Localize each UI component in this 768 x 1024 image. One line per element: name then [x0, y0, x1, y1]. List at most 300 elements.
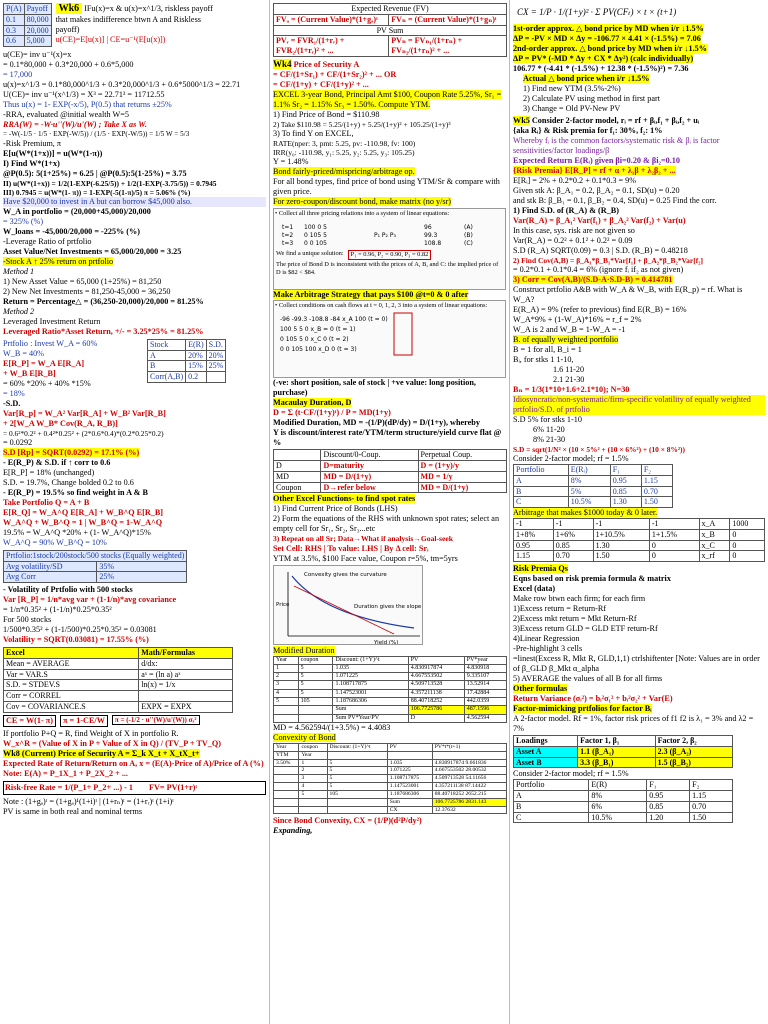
text-line: = CF/(1+y) + CF/(1+y)² + ... [273, 79, 369, 89]
md-cell: 4.562594 [464, 714, 506, 722]
text-line: (-ve: short position, sale of stock | +ve value: long position, purchase) [273, 378, 476, 398]
text-line: Take Portfolio Q = A + B [3, 497, 90, 507]
conv-cell: 3 [299, 775, 327, 783]
text-line: E[Rᵢ] = 2% + 0.2*0.2 + 0.1*0.3 = 9% [513, 175, 637, 185]
text-line: W_A*9% + (1-W_A)*16% = r_f = 2% [513, 315, 642, 325]
text-line: Prtfolio : Invest W_A = 60% [3, 338, 98, 348]
md-cell: 4.830918 [464, 664, 506, 672]
figure-text: We find a unique solution: [276, 250, 344, 258]
text-line: 1st-order approx. △ bond price by MD when i/r ↓1.5% [513, 23, 704, 33]
figure-text: The price of Bond D is inconsistent with the prices of A, B, and C: the implied price of D is $82 < $84. [276, 260, 499, 276]
conv-cell: 5 [327, 783, 387, 791]
text-line: Price of Security A [293, 59, 360, 69]
text-line: W_A is 2 and W_B = 1-W_A = -1 [513, 325, 626, 335]
md-cell: Sum PV*Year/PV [333, 714, 408, 722]
section-title: Modified Duration [273, 645, 335, 655]
text-line: Construct prtfolio A&B with W_A & W_B, with E(R_p) = rf. What is W_A? [513, 285, 743, 305]
text-line: For zero-coupon/discount bond, make matrix (no y/sr) [273, 197, 452, 207]
text-line: ΔP = -PV × MD × Δy = -106.77 × 4.41 × (-1.5%) = 7.06 [513, 33, 701, 43]
conv-cell: 4 [299, 783, 327, 791]
svg-text:100 0 5: 100 0 5 [304, 224, 327, 232]
column-1 [0, 0, 270, 1024]
conv-cell: 106.7725786 2831.143 [432, 798, 506, 806]
text-line: W_A^Q + W_B^Q = 1 | W_B^Q = 1-W_A^Q [3, 517, 163, 527]
portfolio-table-1 [513, 464, 673, 508]
conv-cell [299, 806, 327, 814]
md-result: MD = 4.562594/(1+3.5%) = 4.4083 [273, 723, 391, 733]
loadings-cell: Asset B [514, 757, 578, 768]
text-line: 3) Repeat on all Sr; Data→What if analysis→Goal-seek [273, 534, 453, 544]
text-line: Idiosyncratic/non-systematic/firm-specific volatility of equally weighted prtfolio/S.D. of prtfolio [513, 395, 765, 415]
conv-cell [432, 751, 506, 759]
text-line: Y = 1.48% [273, 157, 309, 167]
conv-cell: 1 [299, 759, 327, 767]
text-line: = 17,000 [3, 70, 33, 79]
text-line: 1) Find Price of Bond = $110.98 [273, 109, 380, 119]
text-line: 2) Take $110.98 = 5.25/(1+y) + 5.25/(1+y)² + 105.25/(1+y)³ [273, 119, 451, 129]
port-cell: A [514, 791, 589, 802]
payoff-cell: 0.1 [4, 14, 25, 25]
conv-cell [327, 751, 387, 759]
svg-text:96: 96 [424, 224, 432, 232]
payoff-cell: 0.3 [4, 25, 25, 36]
portfolio-table-2 [513, 779, 733, 823]
text-line: -Risk Premium, π [3, 138, 62, 148]
svg-text:(C): (C) [464, 240, 473, 248]
text-line: = 60% *20% + 40% *15% [3, 378, 91, 388]
text-line: 2) Calculate PV using method in first part [523, 93, 660, 103]
port-cell: 0.95 [610, 475, 641, 486]
stock-table [147, 339, 226, 383]
md-cell: 4.830917874 [408, 664, 464, 672]
conv-cell [299, 798, 327, 806]
formula-line: Modified Duration, MD = -(1/P)(dP/dy) = D/(1+y), whereby [273, 418, 480, 428]
port-cell: 1.50 [690, 812, 733, 823]
md-cell [298, 706, 333, 714]
text-line: Make row btwn each firm; for each firm [513, 594, 646, 604]
text-line: B. of equally weighted portfolio [513, 335, 619, 345]
md-table [273, 656, 507, 724]
excel-cell: S.D. = STDEV.S [4, 680, 139, 691]
convexity-table [273, 743, 507, 814]
stock-header: E(R) [186, 339, 207, 350]
text-line: 4)Linear Regression [513, 634, 580, 644]
pv-cell: PVᵣ = FVR₁/(1+rᵣ) + FVR₂/(1+rᵣ)² + ... [274, 36, 389, 57]
text-line: + W_B E[R_B] [3, 368, 56, 378]
text-line: = 0.6²*0.2² + 0.4²*0.25² + (2*0.6*0.4)*(0.2*0.25*0.2) [3, 428, 164, 438]
duration-cell: MD [274, 471, 321, 482]
md-cell: 106.7725786 [408, 706, 464, 714]
arb-cell: x_C [699, 540, 730, 551]
excel-cell: d/dx: [139, 658, 233, 669]
md-cell: 2 [274, 673, 299, 681]
text-line: Consider 2-factor model, rᵢ = rf + βᵢ,f₁ + βᵢ,f₂ + uᵢ [531, 115, 700, 125]
text-line: Eqns based on risk premia formula & matrix [513, 574, 671, 584]
payoff-cell: 80,000 [24, 14, 51, 25]
arb-cell: 1.50 [593, 551, 649, 562]
port-cell: 1.15 [690, 791, 733, 802]
conv-cell: 5 [327, 759, 387, 767]
stock-cell: B [148, 361, 186, 372]
arb-cell: 0 [649, 551, 699, 562]
text-line: Return = Percentage△ = (36,250-20,000)/20,000 = 81.25% [3, 296, 204, 306]
text-line: Macaulay Duration, D [273, 398, 352, 408]
conv-cell [274, 790, 299, 798]
text-line: Note : (1+gₐ)ᵗ = (1+gₐ)¹(1+i)ᵗ | (1+rₙ)ᵗ = (1+rᵣ)ᵗ (1+i)ᵗ [3, 796, 174, 806]
port-cell: 10.5% [589, 812, 647, 823]
conv-cell: 2 [299, 767, 327, 775]
arb-cell: 0.70 [553, 551, 593, 562]
conv-cell: 1.035 [387, 759, 432, 767]
svg-text:P₁ P₂ P₃: P₁ P₂ P₃ [374, 232, 396, 240]
duration-cell: D→refer below [321, 482, 418, 493]
md-cell: 1.071225 [333, 673, 408, 681]
md-cell: 1.187686306 [333, 698, 408, 706]
conv-header: PV*t*(t+1) [432, 744, 506, 752]
port-cell: 1.30 [610, 497, 641, 508]
text-line: W_A in portfolio = (20,000+45,000)/20,000 [3, 206, 151, 216]
duration-header [274, 450, 321, 461]
port-cell: 10.5% [568, 497, 610, 508]
port-cell: C [514, 497, 569, 508]
conv-cell: 12.37632 [432, 806, 506, 814]
svg-text:99.3: 99.3 [424, 232, 438, 240]
text-line: 1) New Asset Value = 65,000 (1+25%) = 81,250 [3, 276, 162, 286]
port-cell: B [514, 486, 569, 497]
md-cell [274, 714, 299, 722]
equal-weight-cell: 35% [97, 561, 187, 572]
excel-cell: ln(x) = 1/x [139, 680, 233, 691]
conv-header: Year [274, 744, 299, 752]
text-line: 8% 21-30 [533, 435, 566, 445]
port-header: E(Rᵢ) [568, 465, 610, 476]
excel-cell: Mean = AVERAGE [4, 658, 139, 669]
stock-header: Stock [148, 339, 186, 350]
portfolio-intro [3, 339, 143, 409]
loadings-header: Factor 1, β₁ [578, 736, 655, 747]
svg-text:0 0 105: 0 0 105 [304, 240, 327, 248]
loadings-header: Loadings [514, 736, 578, 747]
text-line: = 0.0292 [3, 437, 33, 447]
text-line: -Leverage Ratio of prtfolio [3, 236, 92, 246]
text-line: u(CE)= inv u⁻¹(x)=x [3, 50, 72, 59]
text-line: W_B = 40% [3, 348, 45, 358]
text-line: -S.D. [3, 398, 21, 408]
md-cell: 17.42884 [464, 689, 506, 697]
conv-cell: 5 [327, 775, 387, 783]
solution-row [274, 250, 505, 260]
text-line: Bᵢ, for stks 1 1-10, [513, 355, 574, 365]
conv-cell [327, 806, 387, 814]
text-line: Var(R_A) = β_A₁² Var(f₁) + β_A₂² Var(f₂) + Var(u) [513, 215, 686, 225]
ce-formula: CE = W(1- π) [3, 715, 56, 727]
port-cell: 1.50 [641, 497, 672, 508]
ce-definition: u(CE)=E[u(x)] | CE=u⁻¹(E[u(x)]) [55, 35, 166, 45]
wk6-block [56, 3, 226, 45]
md-cell: 4.509713528 [408, 681, 464, 689]
port-cell: 6% [589, 801, 647, 812]
text-line: u(x)=x^1/3 = 0.1*80,000^1/3 + 0.3*20,000^1/3 + 0.6*5000^1/3 = 22.71 [3, 80, 241, 89]
ev-title: Expected Revenue (FV) [274, 4, 507, 15]
text-line: {aka Rᵢ} & Risk premia for f₁: 30%, f₂: 1% [513, 125, 663, 135]
fv-formula: FV= PV(1+r)ᵗ [149, 782, 198, 792]
stock-header: S.D. [206, 339, 226, 350]
expected-revenue-table [273, 3, 507, 57]
conv-header: coupon [299, 744, 327, 752]
port-cell: 1.15 [641, 475, 672, 486]
text-line: = 325% (%) [3, 216, 44, 226]
week-tag: Wk5 [513, 115, 530, 125]
loadings-cell: 1.1 (β_A₁) [578, 746, 655, 757]
port-cell: 0.70 [690, 801, 733, 812]
loadings-table [513, 735, 733, 768]
text-line: Asset Value/Net Investments = 65,000/20,000 = 3.25 [3, 246, 182, 256]
duration-cell: Coupon [274, 482, 321, 493]
port-header: F₂ [641, 465, 672, 476]
conv-cell: 4.357211138 87.14422 [432, 783, 506, 791]
text-line: =linest(Excess R, Mkt R, GLD,1,1) ctrlshiftenter [Note: Values are in order of β_GLD β_Mkt α_alpha [513, 654, 760, 674]
chart-title: Convexity gives the curvature [304, 571, 387, 578]
port-cell: B [514, 801, 589, 812]
conv-cell [387, 751, 432, 759]
text-line: 2) Find Cov(A,B) = β_A₁*β_B₁*Var[f₁] + β_A₂*β_B₂*Var[f₂] [513, 255, 703, 265]
stock-cell: 15% [186, 361, 207, 372]
text-line: - E(R_P) = 19.5% so find weight in A & B [3, 487, 148, 497]
text-line: YTM at 3.5%, $100 Face value, Coupon r=5%, tm=5yrs [273, 553, 458, 563]
price-yield-curve [292, 576, 414, 628]
text-line: Y is discount/interest rate/YTM/term structure/yield curve flat @ % [273, 428, 502, 448]
riskfree-formula: Risk-free Rate = 1/(P_1+ P_2+ ...) - 1 [5, 782, 133, 792]
md-cell: 5 [298, 681, 333, 689]
arb-cell: 1+8% [514, 529, 554, 540]
text-line: = 1/n*0.35² + (1-1/n)*0.25*0.35² [3, 605, 112, 615]
excel-cell: EXPX = EXPX [139, 701, 233, 712]
md-cell: 5 [298, 664, 333, 672]
text-line: For all bond types, find price of bond using YTM/Sr & compare with given price. [273, 177, 500, 197]
md-cell: 4.357211138 [408, 689, 464, 697]
md-header: PV [408, 656, 464, 664]
arb-cell: -1 [514, 519, 554, 530]
convexity-formula: CX = 1/P · 1/(1+y)² · Σ PV(CFₜ) × t × (t+1) [517, 7, 677, 17]
text-line: Thus u(x) = 1- EXP(-x/5), P(0.5) that returns ±25% [3, 100, 172, 109]
conv-cell: Sum [387, 798, 432, 806]
ce-formulas [3, 715, 266, 727]
arb-cell: x_rf [699, 551, 730, 562]
text-line: - E(R_P) & S.D. if ↑ corr to 0.6 [3, 457, 111, 467]
conv-cell [327, 798, 387, 806]
conv-cell: 4.830917874 9.661836 [432, 759, 506, 767]
port-header: F₂ [690, 780, 733, 791]
text-line: 3) Change = Old PV-New PV [523, 103, 621, 113]
md-cell: 4 [274, 689, 299, 697]
excel-cell: Cov = COVARIANCE.S [4, 701, 139, 712]
svg-text:-96 -99.3 -108.8 -84 x_A: -96 -99.3 -108.8 -84 x_A 100 (t = 0) [280, 316, 388, 324]
week-tag: Wk4 [273, 58, 292, 69]
conv-cell: 88.40718252 2652.215 [432, 790, 506, 798]
text-line: Risk Premia Qs [513, 564, 568, 574]
svg-text:t=1: t=1 [282, 224, 294, 232]
text-line: S.D [Rp] = SQRT(0.0292) = 17.1% (%) [3, 447, 140, 457]
md-cell: 487.1596 [464, 706, 506, 714]
chart-xlabel: Yield (%) [374, 639, 399, 645]
column-2 [270, 0, 510, 1024]
text-line: 2) New Net Investments = 81,250-45,000 = 36,250 [3, 286, 171, 296]
stock-cell: 20% [186, 350, 207, 361]
conv-header: Discount: (1+Y)^t [327, 744, 387, 752]
text-line: E[u(W*(1+x))] = u(W*(1-π)) [3, 148, 103, 158]
arbitrage-screenshot [273, 300, 506, 378]
svg-text:(B): (B) [464, 232, 473, 240]
pv-cell: PVₙ = FVₙ₁/(1+rₙ) + FVₙ₂/(1+rₙ)² + ... [389, 36, 507, 57]
loadings-cell: 1.5 (β_B₂) [655, 757, 732, 768]
text-line: 2) Form the equations of the RHS with unknown spot rates; select an empty cell for Sr₁, Sr₂, Sr₃...etc [273, 514, 500, 534]
svg-text:0 105 5: 0 105 5 [304, 232, 327, 240]
text-line: - Volatility of Prtfolio with 500 stocks [3, 585, 133, 595]
svg-text:(A): (A) [464, 224, 473, 232]
text-line: Since Bond Convexity, CX = (1/P)(d²P/dy²) [273, 816, 422, 826]
arb-cell: 0 [649, 540, 699, 551]
text-line: I) Find W*(1+x) [3, 158, 60, 168]
text-line: = 0.1*80,000 + 0.3*20,000 + 0.6*5,000 [3, 60, 134, 69]
text-line: Have $20,000 to invest in A but can borrow $45,000 also. [3, 197, 266, 207]
text-line: 3) To find Y on EXCEL, [273, 128, 354, 138]
equal-weight-title: Prtfolio:1stock/200stock/500 stocks (Equally weighted) [4, 550, 187, 561]
ev-cell: FVₐ = (Current Value)*(1+gₐ)ᵗ [274, 14, 389, 25]
text-line: Other formulas [513, 684, 568, 694]
svg-text:t=2: t=2 [282, 232, 294, 240]
text-line: B = 1 for all, B_i = 1 [513, 345, 582, 355]
stock-cell: 20% [206, 350, 226, 361]
port-cell: 0.70 [641, 486, 672, 497]
text-line: S.D (R_A) SQRT(0.09) = 0.3 | S.D. (R_B) = 0.48218 [513, 245, 688, 255]
conv-cell: 105 [327, 790, 387, 798]
text-line: 6% 11-20 [533, 425, 565, 435]
text-line: E[R_Q] = W_A^Q E[R_A] + W_B^Q E[R_B] [3, 507, 164, 517]
pv-title: PV Sum [274, 25, 507, 36]
md-cell: 5 [298, 689, 333, 697]
conv-cell: 4.667553502 28.00532 [432, 767, 506, 775]
arbitrage-matrix-figure [274, 311, 506, 367]
text-line: + 2[W_A W_B* Cov(R_A, R_B)] [3, 418, 118, 428]
port-header: Portfolio [514, 465, 569, 476]
formula-line: RRA(W) = -W·u''(W)/u'(W) ; Take X as W. [3, 120, 147, 129]
text-line: 3) Corr = Cov(A,B)/(S.D-A·S.D-B) = 0.414781 [513, 275, 673, 285]
chart-label: Duration gives the slope [354, 603, 422, 610]
text-line: 106.77 * (-4.41 * (-1.5%) + 12.38 * (-1.5%)²) = 7.36 [513, 63, 689, 73]
matrix-equation-figure [274, 219, 506, 247]
port-cell: A [514, 475, 569, 486]
payoff-cell: 20,000 [24, 25, 51, 36]
chart-ylabel: Price [276, 601, 290, 608]
conv-cell: CX [387, 806, 432, 814]
arb-cell: 1+6% [553, 529, 593, 540]
text-line: -RRA, evaluated @initial wealth W=5 [3, 110, 129, 119]
text-line: In this case, sys. risk are not given so [513, 225, 635, 235]
text-line: Consider 2-factor model; rf = 1.5% [513, 454, 629, 464]
text-line: 2nd-order approx. △ bond price by MD when i/r ↓1.5% [513, 43, 707, 53]
md-cell: 88.40718252 [408, 698, 464, 706]
md-cell: 442.0359 [464, 698, 506, 706]
loadings-cell: 2.3 (β_A₂) [655, 746, 732, 757]
stock-cell: 25% [206, 361, 226, 372]
payoff-cell: 5,000 [24, 36, 51, 47]
riskfree-box [3, 781, 266, 795]
text-line: If portfolio P+Q = R, find Weight of X in portfolio R. [3, 728, 179, 738]
ev-cell: FVₙ = (Current Value)*(1+gₙ)ᵗ [389, 14, 507, 25]
arbitrage-matrix-table [513, 518, 765, 562]
svg-text:0 0 105 100 x_D: 0 0 105 100 x_D 0 (t = 3) [280, 346, 357, 354]
duration-header: Perpetual Coup. [418, 450, 506, 461]
arb-cell: 1000 [730, 519, 765, 530]
excel-cell: Corr = CORREL [4, 691, 139, 702]
text-line: IRR(y₀: -110.98, y₁: 5.25, y₂: 5.25, y₃: 105.25) [273, 148, 415, 158]
md-cell [274, 706, 299, 714]
week-tag: Wk6 [56, 3, 83, 14]
text-line: -Stock A ↑ 25% return on prtfolio [3, 256, 114, 266]
md-cell [298, 714, 333, 722]
conv-cell: 3.50% [274, 759, 299, 767]
text-line: Var(R_A) = 0.2² + 0.1² + 0.2² = 0.09 [513, 235, 633, 245]
svg-text:108.8: 108.8 [424, 240, 442, 248]
text-line: 3)Excess return GLD = GLD ETF return-Rf [513, 624, 658, 634]
equal-weight-cell: Avg volatility/SD [4, 561, 97, 572]
duration-cell: D [274, 461, 321, 472]
port-cell: 8% [589, 791, 647, 802]
port-header: F₁ [610, 465, 641, 476]
conv-cell: 5 [327, 767, 387, 775]
text-line: Make Arbitrage Strategy that pays $100 @t=0 & 0 after [273, 290, 469, 300]
conv-cell: 1.108717875 [387, 775, 432, 783]
arb-cell: 1+10.5% [593, 529, 649, 540]
port-header: F₁ [647, 780, 690, 791]
text-line: Var [R_P] = 1/n*avg var + (1-1/n)*avg covariance [3, 595, 177, 605]
text-line: Leveraged Investment Return [3, 316, 101, 326]
text-line: 1.6 11-20 [553, 365, 585, 375]
md-cell: 5 [298, 673, 333, 681]
conv-cell [274, 767, 299, 775]
text-line: {Risk Premia} E[R_P] = rf + α + λ₁β + λ₂β₂ + ... [513, 165, 676, 175]
md-cell: 1.035 [333, 664, 408, 672]
md-cell: D [408, 714, 464, 722]
text-line: Leveraged Ratio*Asset Return, +/- = 3.25*25% = 81.25% [3, 326, 204, 336]
conv-cell [274, 783, 299, 791]
convexity-chart [273, 565, 423, 645]
duration-cell: MD = 1/y [418, 471, 506, 482]
figure-caption: • Collect conditions on cash flows at t = 0, 1, 2, 3 into a system of linear equations: [275, 302, 488, 310]
loadings-cell: Asset A [514, 746, 578, 757]
payoff-header [3, 3, 266, 47]
text-line: Consider 2-factor model; rf = 1.5% [513, 769, 629, 779]
port-header: Portfolio [514, 780, 589, 791]
conv-cell: Year [299, 751, 327, 759]
svg-text:100 5 5 0 x_B: 100 5 5 0 x_B = 0 (t = 1) [280, 326, 356, 334]
text-line: -Pre-highlight 3 cells [513, 644, 583, 654]
md-cell: 3 [274, 681, 299, 689]
text-line: Expected Rate of Return/Return on A, x = (E(A)-Price of A)/Price of A (%) Note: E(A) = P_1X_1 + P_2X_2 + ... [3, 758, 264, 778]
conv-cell [274, 798, 299, 806]
arb-cell: -1 [593, 519, 649, 530]
md-cell: 13.52914 [464, 681, 506, 689]
text-line: U(CE)= inv u⁻¹(x^1/3) = X³ = 22.71³ = 11712.55 [3, 90, 165, 99]
svg-text:0 105 5 0 x_C: 0 105 5 0 x_C 0 (t = 2) [280, 336, 349, 344]
conv-cell [274, 806, 299, 814]
text-line: Set Cell: RHS | To value: LHS | By Δ cell: Srᵢ [273, 543, 429, 553]
conv-cell: 1.071225 [387, 767, 432, 775]
loadings-header: Factor 2, β₂ [655, 736, 732, 747]
md-header: Discount: (1+Y)^t [333, 656, 408, 664]
text-line: Wk8 (Current) Price of Security A = Σ_k X_t + X_tX_t+ [3, 748, 200, 758]
conv-cell: 1.187686306 [387, 790, 432, 798]
